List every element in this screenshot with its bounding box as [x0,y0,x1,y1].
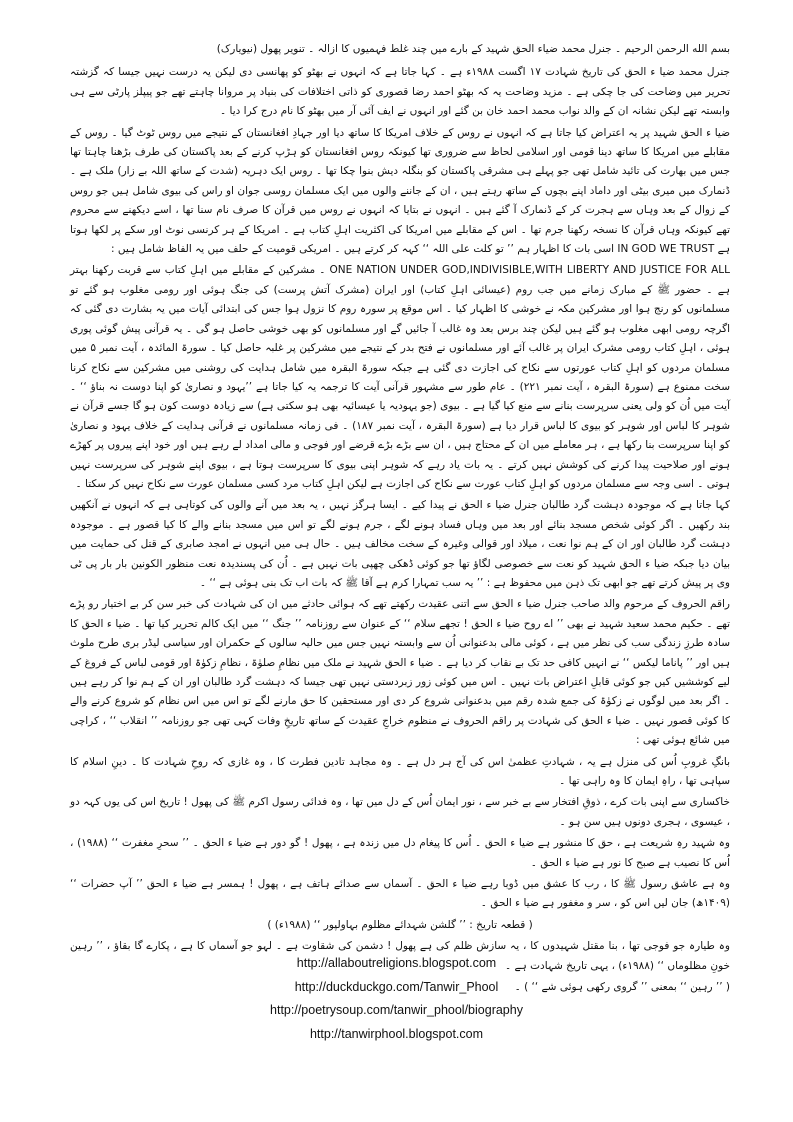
poem-stanza-1: بانگِ غروبِ اُس کی منزل ہے یہ ، شہادتِ عظمیٰ اس کی آج ہر دل ہے ۔ وہ مجاہد تادین فطرت کا ، وہ غازی کہ روحِ شہادت کا ۔ دینِ اسلام کا سپاہی تھا ، راہِ ایمان کا وہ راہی تھا ۔ [70,755,730,788]
link-poetrysoup[interactable]: http://poetrysoup.com/tanwir_phool/biography [270,1003,523,1017]
footnote-raheen: ( ’’ رہین ‘‘ بمعنی ’’ گروی رکھی ہوئی شے ‘‘ ) ۔ [514,981,730,994]
poem-stanza-3: وہ شہید رہِ شریعت ہے ، حق کا منشور ہے ضیا ء الحق ۔ اُس کا پیغام دل میں زندہ ہے ، پھول ! گو دور ہے ضیا ء الحق ۔ ’’ سحرِ مغفرت ‘‘ (۱۹۸۸) ، اُس کا نصیب ہے صبح کا نور ہے ضیا ء الحق ۔ [70,837,730,869]
poem-stanza-2: خاکساری سے اپنی بات کرے ، ذوقِ افتخار سے بے خبر سے ، نور ایمان اُس کے دل میں تھا ، وہ فدائی رسول اکرم ﷺ کی پھول ! تاریخ اس کی یوں کہہ دو ، عیسوی ، ہجری دونوں ہیں سن ہو ۔ [70,796,730,828]
paragraph-russia-america: ضیا ء الحق شہید پر یہ اعتراض کیا جاتا ہے کہ انہوں نے روس کے خلاف امریکا کا ساتھ دیا اور جہادِ افغانستان کے نتیجے میں روس ٹوٹ گیا ۔ روس کے مقابلے میں امریکا کا ساتھ دینا قومی اور اسلامی لحاظ سے ضروری تھا کیونکہ روس افغانستان کو ہڑپ کرنے کے بعد پاکستان کی طرف بڑھنا چاہتا تھا جس میں بھارت کی تائید شامل تھی جو پہلے ہی مشرقی پاکستان کو بنگلہ دیش بنوا چکا تھا ۔ روس ایک دہریہ (شدت کے ساتھ اللہ بے زار) ملک ہے ۔ ڈنمارک میں میری بیٹی اور داماد اپنے بچوں کے ساتھ رہتے ہیں ، ان کے جاننے والوں میں ایک مسلمان روسی جوان او راس کی بیوی شامل ہیں جو روس کے زوال کے بعد وہاں سے ہجرت کر کے ڈنمارک آ گئے ہیں ۔ انہوں نے بتایا کہ انہوں نے روس میں قرآن کا صرف نام سنا تھا ، اسے دیکھنے سے محروم تھے کیونکہ وہاں قرآن کا نسخہ رکھنا جرم تھا ۔ اس کے مقابلے میں امریکا کی اکثریت اہلِ کتاب ہے ۔ امریکا کے ہر کرنسی نوٹ اور سکے پر لکھا ہوتا ہے IN GOD WE TRUST اسی بات کا اظہار ہم ’’ تو کلت علی اللہ ‘‘ کہہ کر کرتے ہیں ۔ امریکی قومیت کے حلف میں یہ الفاظ شامل ہیں : [70,126,730,256]
poem-stanza-4: وہ ہے عاشق رسول ﷺ کا ، رب کا عشق میں ڈوبا رہے ضیا ء الحق ۔ آسماں سے صدائے ہاتف ہے ، پھول ! ہمسر ہے ضیا ء الحق ’’ آپ حضرات ‘‘ (۱۴۰۹ھ) جان لیں اس کو ، سر و مغفور ہے ضیا ء الحق ۔ [70,878,730,910]
link-allaboutreligions[interactable]: http://allaboutreligions.blogspot.com [296,956,497,970]
article-title: بسم الله الرحمن الرحیم ۔ جنرل محمد ضیاء الحق شہید کے بارے میں چند غلط فہمیوں کا ازالہ ۔ تنویر پھول (نیویارک) [216,43,730,55]
paragraph-execution: جنرل محمد ضیا ء الحق کی تاریخ شہادت ۱۷ اگست ۱۹۸۸ء ہے ۔ کہا جاتا ہے کہ انہوں نے بھٹو کو پھانسی دی لیکن یہ درست نہیں جیسا کہ گزشتہ تحریر میں وضاحت کی جا چکی ہے ۔ مزید وضاحت یہ کہ بھٹو احمد رضا قصوری کو ذاتی اختلافات کی بنیاد پر مروانا چاہتے تھے جو پیپلز پارٹی سے ہی وابستہ تھے لیکن نشانہ ان کے والد نواب محمد احمد خان بن گئے اور انہوں نے ایف آئی آر میں بھٹو کا نام درج کرا دیا ۔ [70,66,731,118]
paragraph-tribute: راقم الحروف کے مرحوم والد صاحب جنرل ضیا ء الحق سے اتنی عقیدت رکھتے تھے کہ ہوائی حادثے میں ان کی شہادت کی خبر سن کر بے اختیار رو پڑے تھے ۔ حکیم محمد سعید شہید نے بھی ’’ اے روح ضیا ء الحق ! تجھے سلام ‘‘ کے عنوان سے روزنامہ ’’ جنگ ‘‘ میں ایک کالم تحریر کیا تھا ۔ ضیا ء الحق کا سادہ طرزِ زندگی سب کی نظر میں ہے ، کوئی مالی بدعنوانی اُن سے وابستہ نہیں جس میں حالیہ سالوں کے حکمران اور سیاسی لیڈر بری طرح ملوث ہیں اور ’’ پاناما لیکس ‘‘ نے انہیں کافی حد تک بے نقاب کر دیا ہے ۔ ضیا ء الحق شہید نے ملک میں نظامِ صلوٰۃ ، نظامِ زکوٰۃ اور قومی لباس کے فروغ کے لیے کوششیں کیں جو کوئی قابلِ اعتراض بات نہیں ۔ اس میں کوئی زور زبردستی نہیں تھی جیسا کہ دہشت گرد طالبان اور ان کے ہم نوا کر رہے ہیں ۔ اگر بعد میں لوگوں نے زکوٰۃ کی جمع شدہ رقم میں بدعنوانی شروع کر دی اور مستحقین کا حق مارنے لگے تو اس میں اس نظام کو شروع کرنے والے کا کوئی قصور نہیں ۔ ضیا ء الحق کی شہادت پر راقم الحروف نے منظوم خراجِ عقیدت کے ساتھ تاریخِ وفات کہی تھی جو روزنامہ ’’ انقلاب ‘‘ ، کراچی میں شائع ہوئی تھی : [70,598,730,747]
link-list [0,952,793,1046]
link-duckduckgo[interactable]: http://duckduckgo.com/Tanwir_Phool [294,979,499,994]
paragraph-taliban: کہا جاتا ہے کہ موجودہ دہشت گرد طالبان جنرل ضیا ء الحق نے پیدا کیے ۔ ایسا ہرگز نہیں ، یہ بعد میں آنے والوں کی کوتاہی ہے کہ انہوں نے آنکھیں بند رکھیں ۔ اگر کوئی شخص مسجد بنائے اور بعد میں وہاں فساد ہونے لگے ، جرم ہونے لگے تو اس میں مسجد بنانے والے کا کیا قصور ہے ۔ موجودہ دہشت گرد طالبان اور ان کے ہم نوا نعت ، میلاد اور قوالی وغیرہ کے سخت مخالف ہیں ۔ حال ہی میں انہوں نے امجد صابری کے قتل کی حمایت میں بیان دیا جبکہ ضیا ء الحق شہید کو نعت سے خصوصی لگاؤ تھا جو کوئی ڈھکی چھپی بات نہیں ہے ۔ اُن کی پسندیدہ نعت منظور الکونین بار بار پی ٹی وی پر پیش کرتے تھے جو ابھی تک ذہن میں محفوظ ہے : ’’ یہ سب تمہارا کرم ہے آقا ﷺ کہ بات اب تک بنی ہوئی ہے ‘‘ ۔ [70,499,730,589]
link-tanwirphool-blog[interactable]: http://tanwirphool.blogspot.com [309,1026,484,1041]
paragraph-ahl-e-kitab: ONE NATION UNDER GOD,INDIVISIBLE,WITH LIBERTY AND JUSTICE FOR ALL ۔ مشرکین کے مقابلے میں اہلِ کتاب سے قربت رکھنا بہتر ہے ۔ حضور ﷺ کے مبارک زمانے میں جب روم (عیسائی اہلِ کتاب) اور ایران (مشرک آتش پرست) کی جنگ ہوئی اور رومی مغلوب ہو گئے تو مسلمانوں کو رنج ہوا اور مشرکین مکہ نے خوشی کا اظہار کیا ۔ اس موقع پر سورہ روم کا نزول ہوا جس کی ابتدائی آیات میں یہ بشارت دی گئی کہ اگرچہ رومی ابھی مغلوب ہو گئے ہیں لیکن چند برس بعد وہ غالب آ جائیں گے اور مسلمانوں کو بھی خوشی حاصل ہو گی ۔ یہ قرآنی پیش گوئی پوری ہوئی ، اہلِ کتاب رومی مشرک ایران پر غالب آئے اور مسلمانوں نے فتح بدر کے نتیجے میں مشرکین پر غلبہ حاصل کیا ۔ سورۃ المائدہ ، آیت نمبر ۵ میں مسلمان مردوں کو اہلِ کتاب عورتوں سے نکاح کی اجازت دی گئی ہے جبکہ سورۃ البقرہ میں شامل ہدایت کی روشنی میں مشرکین سے نکاح کرنا سخت ممنوع ہے (سورۃ البقرہ ، آیت نمبر ۲۲۱) ۔ عام طور سے مشہور قرآنی آیت کا ترجمہ یہ کیا جاتا ہے ’’یہود و نصاریٰ کو اپنا دوست نہ بناؤ ‘‘ ۔ آیت میں اُن کو ولی یعنی سرپرست بنانے سے منع کیا گیا ہے ۔ بیوی (جو یہودیہ یا عیسائیہ بھی ہو سکتی ہے) سے زیادہ دوست کون ہو گا جسے قرآن نے شوہر کا لباس اور شوہر کو بیوی کا لباس قرار دیا ہے (سورۃ البقرہ ، آیت نمبر ۱۸۷) ۔ فی زمانہ مسلمانوں نے قرآنی ہدایت کے خلاف یہود و نصاریٰ کو اپنا سرپرست بنا رکھا ہے ، ہر معاملے میں ان کے محتاج ہیں ، ان سے بڑے بڑے قرضے اور فوجی و مالی امداد لے رہے ہیں اور خود اپنے پیروں پر کھڑے ہونے اور صلاحیت پیدا کرنے کی کوشش نہیں کرتے ۔ یہ بات یاد رہے کہ شوہر اپنی بیوی کا سرپرست ہوتا ہے ، بیوی اپنے شوہر کی سرپرست نہیں ہوتی ۔ اسی وجہ سے مسلمان مردوں کو اہلِ کتاب عورت سے نکاح کی اجازت ہے لیکن اہلِ کتاب مرد کسی مسلمان عورت سے نکاح نہیں کر سکتا ۔ [70,264,731,490]
qita-tareekh-caption: ( قطعہ تاریخ : ’’ گلشن شہدائے مظلوم بہاولپور ‘‘ (۱۹۸۸ء) ) [267,918,533,931]
urdu-article [70,40,730,1000]
poem-final-stanza: وہ طیارہ جو فوجی تھا ، بنا مقتل شہیدوں کا ، یہ سازش ظلم کی ہے پھول ! دشمن کی شقاوت ہے ۔ لہو جو آسماں کا ہے ، پکارے گا بقاؤ ، ’’ رہین خونِ مظلوماں ‘‘ (۱۹۸۸ء) ، یہی تاریخ شہادت ہے ۔ [70,940,730,972]
